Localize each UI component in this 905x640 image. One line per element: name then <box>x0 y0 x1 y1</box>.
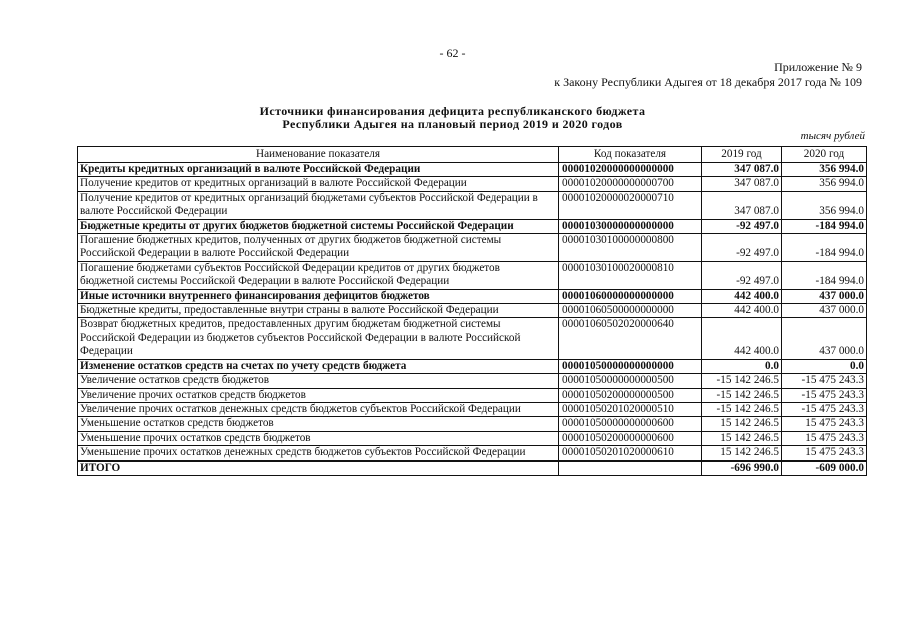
table-row <box>78 289 867 303</box>
cell-2019: 442 400.0 <box>702 289 782 303</box>
table-row <box>78 234 867 262</box>
title-line-1: Источники финансирования дефицита республиканского бюджета <box>259 104 646 118</box>
cell-name: Возврат бюджетных кредитов, предоставленных другим бюджетам бюджетной системы Российской Федерации из бюджетов субъектов Российской Федерации в валюте Российской Федерации <box>78 318 559 359</box>
cell-2019: 15 142 246.5 <box>702 431 782 445</box>
cell-2020: -184 994.0 <box>782 234 867 262</box>
header-name: Наименование показателя <box>78 147 559 163</box>
cell-2020: -609 000.0 <box>782 461 867 476</box>
cell-name: Уменьшение остатков средств бюджетов <box>78 417 559 431</box>
cell-name: Бюджетные кредиты, предоставленные внутри страны в валюте Российской Федерации <box>78 304 559 318</box>
table-row <box>78 431 867 445</box>
cell-2020: -184 994.0 <box>782 219 867 233</box>
cell-2019: -92 497.0 <box>702 234 782 262</box>
cell-name: Погашение бюджетных кредитов, полученных от других бюджетов бюджетной системы Российской Федерации в валюте Российской Федерации <box>78 234 559 262</box>
header-code: Код показателя <box>559 147 702 163</box>
cell-code: 00001030100000000800 <box>559 234 702 262</box>
cell-name: Увеличение прочих остатков денежных средств бюджетов субъектов Российской Федерации <box>78 402 559 416</box>
cell-code: 00001050000000000000 <box>559 359 702 373</box>
cell-name: ИТОГО <box>78 461 559 476</box>
table-header-row <box>78 147 867 163</box>
table-row <box>78 446 867 461</box>
cell-2019: 442 400.0 <box>702 318 782 359</box>
cell-code: 00001030000000000000 <box>559 219 702 233</box>
table-row <box>78 359 867 373</box>
table-row <box>78 304 867 318</box>
cell-name: Получение кредитов от кредитных организаций бюджетами субъектов Российской Федерации в валюте Российской Федерации <box>78 191 559 219</box>
cell-name: Кредиты кредитных организаций в валюте Российской Федерации <box>78 163 559 177</box>
cell-name: Увеличение остатков средств бюджетов <box>78 374 559 388</box>
cell-2020: 356 994.0 <box>782 191 867 219</box>
cell-2020: 15 475 243.3 <box>782 417 867 431</box>
cell-2019: 15 142 246.5 <box>702 446 782 461</box>
cell-2020: 437 000.0 <box>782 318 867 359</box>
cell-code: 00001060502020000640 <box>559 318 702 359</box>
cell-code: 00001050200000000600 <box>559 431 702 445</box>
cell-2019: 347 087.0 <box>702 191 782 219</box>
cell-2019: 347 087.0 <box>702 163 782 177</box>
cell-name: Погашение бюджетами субъектов Российской Федерации кредитов от других бюджетов бюджетной системы Российской Федерации в валюте Российской Федерации <box>78 261 559 289</box>
table-row <box>78 374 867 388</box>
cell-2020: -15 475 243.3 <box>782 374 867 388</box>
cell-2020: 15 475 243.3 <box>782 446 867 461</box>
cell-name: Уменьшение прочих остатков средств бюджетов <box>78 431 559 445</box>
cell-name: Иные источники внутреннего финансирования дефицитов бюджетов <box>78 289 559 303</box>
cell-2019: 0.0 <box>702 359 782 373</box>
table-body <box>78 163 867 476</box>
table-row <box>78 177 867 191</box>
units-label: тысяч рублей <box>800 130 865 142</box>
cell-code: 00001020000020000710 <box>559 191 702 219</box>
cell-2020: -15 475 243.3 <box>782 402 867 416</box>
cell-code: 00001050000000000600 <box>559 417 702 431</box>
table-row <box>78 261 867 289</box>
table-row <box>78 402 867 416</box>
cell-code <box>559 461 702 476</box>
cell-code: 00001060000000000000 <box>559 289 702 303</box>
table-row <box>78 219 867 233</box>
cell-2020: -15 475 243.3 <box>782 388 867 402</box>
cell-2019: -15 142 246.5 <box>702 374 782 388</box>
cell-code: 00001050000000000500 <box>559 374 702 388</box>
cell-code: 00001060500000000000 <box>559 304 702 318</box>
cell-code: 00001030100020000810 <box>559 261 702 289</box>
appendix-header <box>554 60 862 90</box>
header-2019: 2019 год <box>702 147 782 163</box>
cell-2020: 437 000.0 <box>782 289 867 303</box>
cell-name: Изменение остатков средств на счетах по учету средств бюджета <box>78 359 559 373</box>
table-row <box>78 417 867 431</box>
cell-code: 00001050201020000610 <box>559 446 702 461</box>
cell-code: 00001020000000000700 <box>559 177 702 191</box>
cell-2019: 347 087.0 <box>702 177 782 191</box>
cell-name: Получение кредитов от кредитных организаций в валюте Российской Федерации <box>78 177 559 191</box>
financing-sources-table <box>77 146 867 476</box>
cell-code: 00001020000000000000 <box>559 163 702 177</box>
header-2020: 2020 год <box>782 147 867 163</box>
cell-2019: -92 497.0 <box>702 261 782 289</box>
cell-2020: 0.0 <box>782 359 867 373</box>
cell-name: Бюджетные кредиты от других бюджетов бюджетной системы Российской Федерации <box>78 219 559 233</box>
cell-2020: 437 000.0 <box>782 304 867 318</box>
cell-2020: 15 475 243.3 <box>782 431 867 445</box>
cell-2019: -92 497.0 <box>702 219 782 233</box>
cell-2020: 356 994.0 <box>782 163 867 177</box>
table-total-row <box>78 461 867 476</box>
cell-code: 00001050201020000510 <box>559 402 702 416</box>
appendix-law-reference: к Закону Республики Адыгея от 18 декабря 2017 года № 109 <box>554 75 862 89</box>
page-number: - 62 - <box>439 46 466 60</box>
table-row <box>78 191 867 219</box>
cell-name: Уменьшение прочих остатков денежных средств бюджетов субъектов Российской Федерации <box>78 446 559 461</box>
cell-2019: -696 990.0 <box>702 461 782 476</box>
cell-2019: -15 142 246.5 <box>702 402 782 416</box>
cell-2019: -15 142 246.5 <box>702 388 782 402</box>
cell-2019: 15 142 246.5 <box>702 417 782 431</box>
cell-2020: -184 994.0 <box>782 261 867 289</box>
cell-code: 00001050200000000500 <box>559 388 702 402</box>
table-row <box>78 388 867 402</box>
cell-name: Увеличение прочих остатков средств бюджетов <box>78 388 559 402</box>
table-row <box>78 318 867 359</box>
cell-2020: 356 994.0 <box>782 177 867 191</box>
table-row <box>78 163 867 177</box>
document-title <box>0 105 905 131</box>
appendix-number: Приложение № 9 <box>774 60 862 74</box>
title-line-2: Республики Адыгея на плановый период 2019 и 2020 годов <box>282 117 623 131</box>
cell-2019: 442 400.0 <box>702 304 782 318</box>
